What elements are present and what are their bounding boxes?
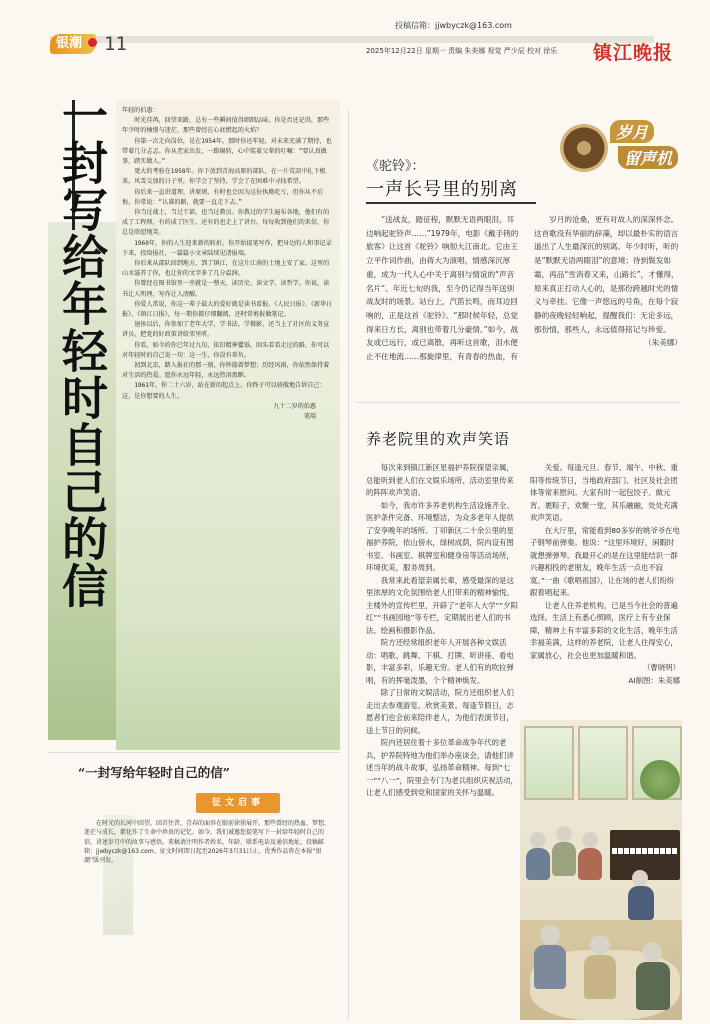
article1-byline: （朱美娜） <box>644 338 682 348</box>
letter-paragraph: 你后来从部队回到地方，到了镇江，在这片江南的土地上安了家。这里的山水滋养了你，也让你的文字多了几分温润。 <box>122 260 330 278</box>
letter-paragraph: 你爱人常说，你这一辈子最大的爱好就是读书看报。《人民日报》、《新华日报》、《镇江日报》，每一期你都仔细翻阅，还时常剪报做笔记。 <box>122 300 333 319</box>
article2-paragraph: 院方还经常组织老年人开展各种文娱活动：唱歌、跳舞、下棋、打牌、听讲座、看电影，丰富多彩，乐趣无穷。老人们有的吹拉弹唱，有的挥毫泼墨，个个精神焕发。 <box>366 638 514 685</box>
page-header <box>0 0 710 66</box>
person-head <box>590 935 610 955</box>
article1-column-1: “送战友，踏征程，默默无语两眼泪，耳边响起驼铃声……”1979年，电影《戴手铐的旅客》让这首《驼铃》响彻大江南北。它由王立平作词作曲，由蒋大为演唱，情感深沉厚重，成为一代人心中关于离别与情谊的“声音名片”。年近七旬的我，至今仍记得当年送别战友时的场景。站台上，汽笛长鸣，而耳边回响的，正是这首《驼铃》。“那时候年轻，总觉得来日方长，离别也带着几分豪情。”如今，战友或已远行，或已离散，再听这首歌，泪水便止不住地流……那旋律里，有青春的热血，有 <box>366 215 519 362</box>
article-separator <box>355 402 680 403</box>
letter-signature: 九十二岁的伯惠 <box>273 402 316 410</box>
article2-paragraph: 我常来此看望亲属长辈，感受最深的是这里浓厚的文化氛围给老人们带来的精神愉悦。主楼外的宣传栏里，开辟了“老年人大学”“夕阳红”“书画园地”等专栏，定期展出老人们的书法、绘画和摄影作品。 <box>366 575 518 635</box>
letter-paragraph: 1960年，你的人生迎来新的转折。你开始提笔写作，把身边的人和事记录下来，投给报社，一篇篇小文章陆续见诸报端。 <box>122 239 332 257</box>
letter-paragraph: 时光荏苒，回望来路，总有一些瞬间值得细细品味。你是否还记得，那些年少时的憧憬与迷茫，那些曾经在心底燃起的火焰？ <box>122 117 330 135</box>
letter-paragraph: 你看，如今的你已年过九旬，依旧精神矍铄。回头看看走过的路，你可以对年轻时的自己说一句：这一生，你没有辜负。 <box>122 341 330 359</box>
person-head <box>642 942 662 962</box>
section-logo: 银潮 <box>50 34 96 54</box>
person-head <box>530 832 546 848</box>
letter-paragraph: 你后来一直讲道理、讲原则，有时也会因为这份执拗吃亏，但你从不后悔。你常说：“认准的路，就要一直走下去。” <box>122 188 324 206</box>
letter-paragraph: 更大的考验在1958年。你下放到青海高原的部队，在一片荒凉中扎下根来。风雪交加的日子里，你学会了坚持，学会了在困难中寻找希望。 <box>122 168 326 186</box>
letter-paragraph: 你第一次走向岗位，是在1954年。那时你还年轻，对未来充满了期待，也带着几分忐忑。你从老家出发，一路辗转，心中装着父辈的叮嘱：“要认真做事，踏实做人。” <box>122 137 332 166</box>
article2-paragraph: 在大厅里，常能看到80多岁的姚爷爷在电子钢琴前弹奏。他说：“这里环境好，闲暇时就想弹弹琴。我最开心的是在这里能结识一群兴趣相投的老朋友，晚年生活一点也不寂寞。”一曲《歌唱祖国》，让在场的老人们纷纷跟着唱起来。 <box>530 525 680 597</box>
person-body <box>534 945 566 989</box>
letter-paragraph: 你当过战士，当过干部，也当过教员。你教过的学生遍布各地，他们有的成了工程师，有的成了医生，还有的也走上了讲台。每每收到他们的来信，你总是欣慰地笑。 <box>122 209 330 237</box>
article2-column-2 <box>530 462 680 687</box>
person-body <box>552 842 576 876</box>
person-body <box>584 955 616 999</box>
illustration-credit: AI制图：朱美娜 <box>628 675 680 685</box>
person-body <box>578 848 602 880</box>
letter-paragraph: 退休以后，你参加了老年大学，学书法、学摄影，还当上了社区的义务宣讲员，把党的好政策讲给邻里听。 <box>122 321 330 339</box>
person-body <box>526 848 550 880</box>
person-head <box>632 870 648 886</box>
article2-paragraph: 让老人住养老机构，已是当今社会的普遍选择。生活上有悉心照顾，医疗上有专业保障，精神上有丰富多彩的文化生活，晚年生活幸福美满，这样的养老院，让老人住得安心，家属放心，社会也更加温暖和谐。 <box>530 600 678 660</box>
nursing-home-illustration <box>520 720 682 1020</box>
article2-paragraph: 关爱。每逢元旦、春节、端午、中秋、重阳等传统节日，当地政府部门、社区及社会团体等常来慰问。大家有时一起包饺子、做元宵、裹粽子，欢聚一堂，其乐融融，处处充满欢声笑语。 <box>530 463 678 522</box>
column-divider <box>348 110 349 1020</box>
essay-call-title: “一封写给年轻时自己的信” <box>78 765 230 780</box>
page-number: 11 <box>104 33 127 55</box>
piano-keys <box>612 848 678 854</box>
window <box>578 726 628 800</box>
person-body <box>636 962 670 1010</box>
badge-line-1: 岁月 <box>610 120 654 143</box>
section-badge <box>560 118 680 182</box>
article2-paragraph: 院内还居住着十多位革命战争年代的老兵，护养院特地为他们举办座谈会，请他们讲述当年的战斗故事，弘扬革命精神。每到“七一”“八一”，院里会专门为老兵组织庆祝活动，让老人们感受到党和国家的关怀与温暖。 <box>366 738 518 797</box>
article1-title: 一声长号里的别离 <box>366 179 518 200</box>
article2-paragraph: 如今，我市许多养老机构生活设施齐全、医护条件完备、环境整洁，为众多老年人提供了安享晚年的场所。丁卯新区二十余公里的星福护养院，依山傍水，绿树成荫，院内设有图书室、书画室、棋牌室和健身房等活动场所，环境优美，服务周到。 <box>366 500 514 572</box>
letter-body <box>116 100 340 750</box>
essay-call-box <box>48 752 340 1023</box>
logo-dot-icon <box>88 38 97 47</box>
plant-icon <box>640 760 680 800</box>
article2-paragraph: 除了日常的文娱活动，院方还组织老人们走出去参观游览、欣赏美景。每逢节假日，志愿者们也会前来陪伴老人，为他们表演节目，送上节日的问候。 <box>366 688 514 735</box>
title-column <box>48 92 116 740</box>
article2-paragraph: 每次来到镇江新区星福护养院探望亲属，总能听到老人们在文娱乐场所、活动室里传来的阵阵欢声笑语。 <box>366 463 514 497</box>
letter-paragraph: 初到北京，踏入报社的那一刻，你怀揣着梦想；历经风雨，你依然保持着对生活的热爱。愿你永远年轻，永远热泪盈眶。 <box>122 362 330 380</box>
letter-sign-role: 笔端 <box>303 413 316 421</box>
article2-title: 养老院里的欢声笑语 <box>366 430 511 448</box>
masthead: 镇江晚报 <box>593 42 674 64</box>
window <box>524 726 574 800</box>
header-band <box>50 36 654 43</box>
article1-column-2-text: 岁月的沧桑，更有对故人的深深怀念。这首歌没有华丽的辞藻，却以最朴实的语言道出了人生最深沉的别离。年少时听，听的是“默默无语两眼泪”的意境；待到鬓发如霜，再品“雪消春又来，山路长”，才懂得，原来真正打动人心的，是那份跨越时光的情义与牵挂。它像一声悠远的号角，在每个寂静的夜晚轻轻响起，提醒我们：无论多远，那份情，那些人，永远值得铭记与珍爱。 <box>534 215 679 334</box>
letter-salutation: 年轻的伯惠： <box>122 107 159 114</box>
person-head <box>556 826 572 842</box>
badge-line-2: 留声机 <box>618 146 678 169</box>
essay-call-text: 在时光的长河中回望，回首往昔，青春的面容在眼前徐徐展开。那些曾经的热血、梦想、迷茫与成长，都化作了生命中珍贵的记忆。如今，我们诚邀您提笔写下一封给年轻时自己的信，讲述岁月中的故事与感悟。来稿请注明作者姓名、年龄、联系电话及通信地址，投稿邮箱：jjwbyczk@163.com。征文时间即日起至2026年3月31日止，优秀作品将在本报“银潮”版刊发。 <box>84 820 331 865</box>
article2-column-1 <box>366 462 520 800</box>
article-title-vertical: 一封写给年轻时自己的信 <box>55 92 109 609</box>
article1-title-sub: 《驼铃》： <box>366 159 425 174</box>
letter-paragraph: 1961年，你二十六岁，站在新的起点上。你终于可以骄傲地告诉自己：这，是你想要的人生。 <box>122 382 326 400</box>
article1-title-rule <box>366 202 536 204</box>
article2-byline: （曹晓明） <box>643 663 680 672</box>
person-head <box>582 832 598 848</box>
pianist-body <box>628 886 654 920</box>
letter-paragraph: 你曾经在图书馆里一坐就是一整天，读历史、读文学、读哲学。你说，读书让人明理，写作让人清醒。 <box>122 280 330 298</box>
article1-column-2 <box>534 213 682 350</box>
essay-call-tag: 征文启事 <box>196 793 280 813</box>
gramophone-icon <box>560 124 608 172</box>
dateline: 2025年12月22日 星期一 责编 朱美娜 视觉 严少辰 校对 徐乐 <box>366 47 558 55</box>
person-head <box>540 925 560 945</box>
contribute-email[interactable]: 投稿信箱：jjwbyczk@163.com <box>395 21 512 30</box>
